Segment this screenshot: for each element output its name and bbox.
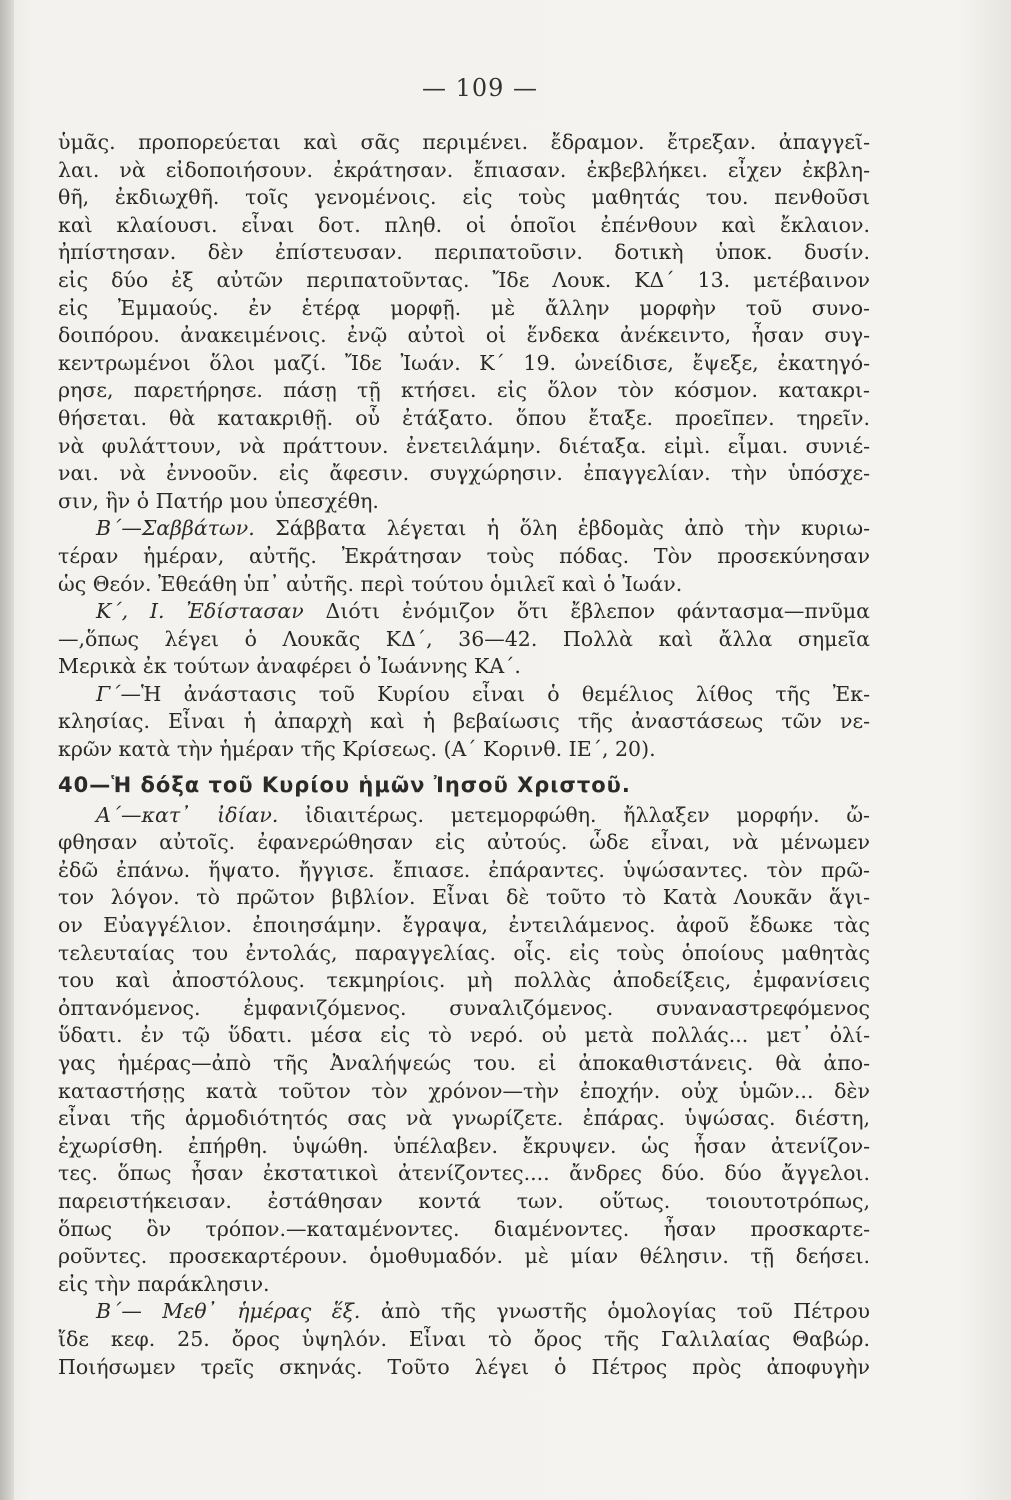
text-line: τέραν ἡμέραν, αὐτῆς. Ἐκράτησαν τοὺς πόδας. Τὸν προσεκύνησαν	[58, 543, 870, 568]
paragraph-f-first-line: Β΄— Μεθ᾽ ἡμέρας ἕξ. ἀπὸ τῆς γνωστῆς ὁμολογίας τοῦ Πέτρου	[96, 1299, 870, 1324]
text-line: κεντρωμένοι ὅλοι μαζί. Ἴδε Ἰωάν. Κ΄ 19. ὠνείδισε, ἔψεξε, ἐκατηγό-	[58, 350, 870, 375]
text-line: ἴδε κεφ. 25. ὄρος ὑψηλόν. Εἶναι τὸ ὄρος τῆς Γαλιλαίας Θαβώρ.	[58, 1326, 870, 1351]
paragraph-lead: Κ΄, Ι. Ἐδίστασαν	[96, 599, 304, 624]
paragraph-lead: Β΄— Μεθ᾽ ἡμέρας ἕξ.	[96, 1299, 361, 1324]
text-line: παρειστήκεισαν. ἐστάθησαν κοντά των. οὕτως. τοιουτοτρόπως,	[58, 1188, 870, 1213]
text-line: ὀπτανόμενος. ἐμφανιζόμενος. συναλιζόμενος. συναναστρεφόμενος	[58, 995, 870, 1020]
paragraph-lead: Β΄—Σαββάτων.	[96, 516, 255, 541]
text-line: θῆ, ἐκδιωχθῆ. τοῖς γενομένοις. εἰς τοὺς μαθητάς του. πενθοῦσι	[58, 185, 870, 210]
paragraph-lead: Α΄—κατ᾽ ἰδίαν.	[96, 802, 279, 827]
text-line: κλησίας. Εἶναι ἡ ἀπαρχὴ καὶ ἡ βεβαίωσις τῆς ἀναστάσεως τῶν νε-	[58, 709, 870, 734]
text-line: εἶναι τῆς ἁρμοδιότητός σας νὰ γνωρίζετε. ἐπάρας. ὑψώσας. διέστη,	[58, 1106, 870, 1131]
text-line: εἰς τὴν παράκλησιν.	[58, 1271, 270, 1296]
text-line: ἠπίστησαν. δὲν ἐπίστευσαν. περιπατοῦσιν. δοτικὴ ὑποκ. δυσίν.	[58, 240, 870, 265]
text-line: κρῶν κατὰ τὴν ἡμέραν τῆς Κρίσεως. (Α΄ Κορινθ. ΙΕ΄, 20).	[58, 737, 656, 762]
paragraph-b	[58, 543, 870, 571]
text-line: εἰς Ἐμμαούς. ἐν ἑτέρᾳ μορφῇ. μὲ ἄλλην μορφὴν τοῦ συνο-	[58, 295, 870, 320]
paragraph-b-first-line: Β΄—Σαββάτων. Σάββατα λέγεται ἡ ὅλη ἑβδομὰς ἀπὸ τὴν κυριω-	[96, 516, 870, 541]
page-text	[58, 129, 870, 1381]
paragraph-f	[58, 1326, 870, 1381]
text-line: θήσεται. θὰ κατακριθῇ. οὗ ἐτάξατο. ὅπου ἔταξε. προεῖπεν. τηρεῖν.	[58, 405, 870, 430]
text-line: Ποιήσωμεν τρεῖς σκηνάς. Τοῦτο λέγει ὁ Πέτρος πρὸς ἀποφυγὴν	[58, 1354, 870, 1379]
text-line: ρησε, παρετήρησε. πάσῃ τῇ κτήσει. εἰς ὅλον τὸν κόσμον. κατακρι-	[58, 378, 870, 403]
text-line: λαι. νὰ εἰδοποιήσουν. ἐκράτησαν. ἔπιασαν. ἐκβεβλήκει. εἶχεν ἐκβλη-	[58, 157, 870, 182]
text-line: εἰς δύο ἐξ αὐτῶν περιπατοῦντας. Ἴδε Λουκ. ΚΔ΄ 13. μετέβαινον	[58, 267, 870, 292]
text-line: —,ὅπως λέγει ὁ Λουκᾶς ΚΔ΄, 36—42. Πολλὰ καὶ ἄλλα σημεῖα	[58, 626, 870, 651]
text-line: δοιπόρου. ἀνακειμένοις. ἐνῷ αὐτοὶ οἱ ἕνδεκα ἀνέκειντο, ἦσαν συγ-	[58, 323, 870, 348]
paragraph-e-first-line: Α΄—κατ᾽ ἰδίαν. ἰδιαιτέρως. μετεμορφώθη. ἤλλαξεν μορφήν. ὤ-	[96, 802, 870, 827]
text-line: ὑμᾶς. προπορεύεται καὶ σᾶς περιμένει. ἔδραμον. ἔτρεξαν. ἀπαγγεῖ-	[58, 130, 870, 154]
text-line: ἐδῶ ἐπάνω. ἥψατο. ἤγγισε. ἔπιασε. ἐπάραντες. ὑψώσαντες. τὸν πρῶ-	[58, 857, 870, 882]
text-line: καταστήσῃς κατὰ τοῦτον τὸν χρόνον—τὴν ἐποχήν. οὐχ ὑμῶν... δὲν	[58, 1078, 870, 1103]
text-line: ἐχωρίσθη. ἐπήρθη. ὑψώθη. ὑπέλαβεν. ἔκρυψεν. ὡς ἦσαν ἀτενίζον-	[58, 1133, 870, 1158]
page-number: — 109 —	[421, 74, 539, 102]
text-line: Μερικὰ ἐκ τούτων ἀναφέρει ὁ Ἰωάννης ΚΑ΄.	[58, 654, 521, 679]
section-heading: 40—Ἡ δόξα τοῦ Κυρίου ἡμῶν Ἰησοῦ Χριστοῦ.	[58, 772, 631, 797]
text-line: ροῦντες. προσεκαρτέρουν. ὁμοθυμαδόν. μὲ μίαν θέλησιν. τῇ δεήσει.	[58, 1244, 870, 1269]
paragraph-d-first-line: Γ΄—Ἡ ἀνάστασις τοῦ Κυρίου εἶναι ὁ θεμέλιος λίθος τῆς Ἐκ-	[96, 681, 870, 706]
text-line: ὅπως ὃν τρόπον.—καταμένοντες. διαμένοντες. ἦσαν προσκαρτε-	[58, 1216, 870, 1241]
text-line: ναι. νὰ ἐννοοῦν. εἰς ἄφεσιν. συγχώρησιν. ἐπαγγελίαν. τὴν ὑπόσχε-	[58, 461, 870, 486]
text-line: νὰ φυλάττουν, νὰ πράττουν. ἐνετειλάμην. διέταξα. εἰμὶ. εἶμαι. συνιέ-	[58, 433, 870, 458]
text-line: του καὶ ἀποστόλους. τεκμηρίοις. μὴ πολλὰς ἀποδείξεις, ἐμφανίσεις	[58, 968, 870, 993]
paragraph-continued	[58, 129, 870, 488]
text-line: φθησαν αὐτοῖς. ἐφανερώθησαν εἰς αὐτούς. ὧδε εἶναι, νὰ μένωμεν	[58, 830, 870, 855]
binding-edge	[0, 0, 14, 1500]
text-line: σιν, ἣν ὁ Πατήρ μου ὑπεσχέθη.	[58, 488, 379, 513]
paragraph-d	[58, 708, 870, 736]
paragraph-c-first-line: Κ΄, Ι. Ἐδίστασαν Διότι ἐνόμιζον ὅτι ἔβλεπον φάντασμα—πνῦμα	[96, 599, 870, 624]
text-line: καὶ κλαίουσι. εἶναι δοτ. πληθ. οἱ ὁποῖοι ἐπένθουν καὶ ἔκλαιον.	[58, 212, 870, 237]
text-line: γας ἡμέρας—ἀπὸ τῆς Ἀναλήψεώς του. εἰ ἀποκαθιστάνεις. θὰ ἀπο-	[58, 1051, 870, 1075]
paragraph-e	[58, 829, 870, 1271]
text-line: τον λόγον. τὸ πρῶτον βιβλίον. Εἶναι δὲ τοῦτο τὸ Κατὰ Λουκᾶν ἅγι-	[58, 885, 870, 910]
paragraph-c	[58, 626, 870, 654]
text-line: ὕδατι. ἐν τῷ ὕδατι. μέσα εἰς τὸ νερό. οὐ μετὰ πολλάς... μετ᾽ ὀλί-	[58, 1023, 870, 1048]
text-line: τες. ὅπως ἦσαν ἐκστατικοὶ ἀτενίζοντες.... ἄνδρες δύο. δύο ἄγγελοι.	[58, 1161, 870, 1186]
text-line: τελευταίας του ἐντολάς, παραγγελίας. οἷς. εἰς τοὺς ὁποίους μαθητὰς	[58, 940, 870, 965]
text-line: ὡς Θεόν. Ἐθεάθη ὑπ᾽ αὐτῆς. περὶ τούτου ὁμιλεῖ καὶ ὁ Ἰωάν.	[58, 571, 683, 596]
paragraph-lead: Γ΄—	[96, 681, 141, 706]
text-line: ον Εὐαγγέλιον. ἐποιησάμην. ἔγραψα, ἐντειλάμενος. ἀφοῦ ἔδωκε τὰς	[58, 913, 870, 938]
